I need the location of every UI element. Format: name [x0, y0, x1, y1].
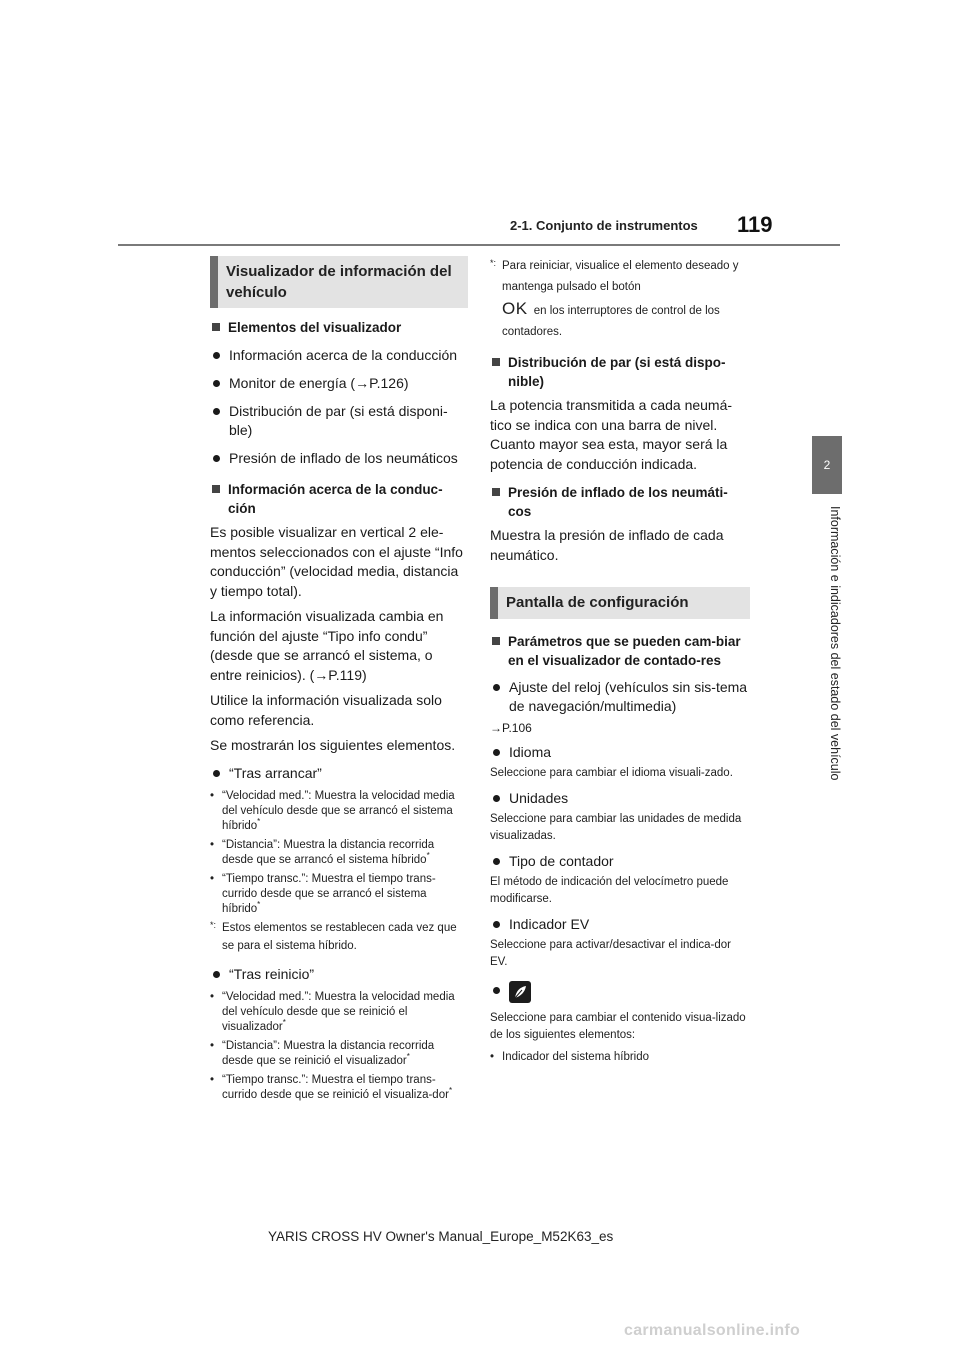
sub-list-item: • “Distancia”: Muestra la distancia recorrida desde que se arrancó el sistema híbrido* [210, 838, 468, 868]
chapter-side-text: Información e indicadores del estado del vehículo [828, 506, 842, 781]
list-item: Tipo de contador [490, 852, 750, 871]
running-header-section: 2-1. Conjunto de instrumentos [510, 218, 698, 233]
subheading-tras-arrancar: “Tras arrancar” [210, 764, 468, 783]
description: Seleccione para cambiar el contenido visua-lizado de los siguientes elementos: [490, 1012, 746, 1041]
left-column [210, 256, 468, 1103]
chapter-tab[interactable] [812, 436, 842, 494]
footnote: *: Estos elementos se restablecen cada vez que se para el sistema híbrido. [210, 919, 457, 952]
paragraph: La potencia transmitida a cada neumá-tico se indica con una barra de nivel. Cuanto mayor sea esta, mayor será la potencia de conducción indicada. [490, 397, 733, 472]
list-item: Información acerca de la conducción [210, 346, 468, 365]
list-item: Idioma [490, 743, 750, 762]
sub-list-item: • “Tiempo transc.”: Muestra el tiempo trans-currido desde que se reinició el visualiza-dor* [210, 1073, 468, 1103]
chapter-tab-number: 2 [823, 458, 831, 472]
ok-button-icon: OK [502, 299, 528, 318]
sub-list-item: • “Velocidad med.”: Muestra la velocidad media del vehículo desde que se reinició el visualizador* [210, 990, 468, 1035]
paragraph: Muestra la presión de inflado de cada neumático. [490, 527, 724, 563]
footnote-reset: *: Para reiniciar, visualice el elemento deseado y mantenga pulsado el botón OK en los interruptores de control de los contadores. [490, 258, 739, 338]
list-item-eco [490, 981, 750, 1005]
right-column [490, 256, 750, 1065]
paragraph: La información visualizada cambia en función del ajuste “Tipo info condu” (desde que se arrancó el sistema, o entre reinicios). (→P.119) [210, 608, 444, 683]
description: Seleccione para cambiar las unidades de medida visualizadas. [490, 813, 742, 842]
description: El método de indicación del velocímetro puede modificarse. [490, 876, 729, 905]
eco-leaf-icon [509, 981, 531, 1003]
header-rule [118, 244, 840, 246]
description: Seleccione para cambiar el idioma visuali-zado. [490, 767, 733, 779]
list-item: Ajuste del reloj (vehículos sin sis-tema de navegación/multimedia) [490, 678, 750, 716]
footer-manual-name: YARIS CROSS HV Owner's Manual_Europe_M52K63_es [268, 1229, 614, 1244]
heading-meter-settings: Parámetros que se pueden cam-biar en el visualizador de contado-res [490, 632, 750, 670]
list-item: Unidades [490, 789, 750, 808]
subheading-tras-reinicio: “Tras reinicio” [210, 965, 468, 984]
sub-list-item: • Indicador del sistema híbrido [490, 1050, 750, 1065]
description: Seleccione para activar/desactivar el indica-dor EV. [490, 939, 731, 968]
page-reference[interactable]: →P.106 [490, 721, 532, 735]
heading-tire-pressure: Presión de inflado de los neumáti-cos [490, 483, 750, 521]
paragraph: Es posible visualizar en vertical 2 ele-mentos seleccionados con el ajuste “Info conducción” (velocidad media, distancia y tiempo total). [210, 524, 463, 599]
watermark: carmanualsonline.info [624, 1322, 801, 1339]
heading-torque-distribution: Distribución de par (si está dispo-nible) [490, 353, 750, 391]
list-item: Monitor de energía (→P.126) [210, 374, 468, 393]
section-title-vehicle-info: Visualizador de información del vehículo [210, 256, 468, 308]
list-item: Indicador EV [490, 915, 750, 934]
chapter-side-label [744, 506, 960, 781]
paragraph: Utilice la información visualizada solo como referencia. [210, 692, 442, 728]
list-item: Distribución de par (si está disponi-ble) [210, 402, 468, 440]
sub-list-item: • “Velocidad med.”: Muestra la velocidad media del vehículo desde que se arrancó el sistema híbrido* [210, 789, 468, 834]
page-number: 119 [737, 212, 773, 237]
paragraph: Se mostrarán los siguientes elementos. [210, 737, 456, 753]
heading-display-elements: Elementos del visualizador [210, 318, 468, 337]
list-item: Presión de inflado de los neumáticos [210, 449, 468, 468]
heading-driving-info: Información acerca de la conduc-ción [210, 480, 468, 518]
sub-list-item: • “Distancia”: Muestra la distancia recorrida desde que se reinició el visualizador* [210, 1039, 468, 1069]
section-title-settings: Pantalla de configuración [490, 587, 750, 619]
sub-list-item: • “Tiempo transc.”: Muestra el tiempo trans-currido desde que se arrancó el sistema híbrido* [210, 872, 468, 917]
